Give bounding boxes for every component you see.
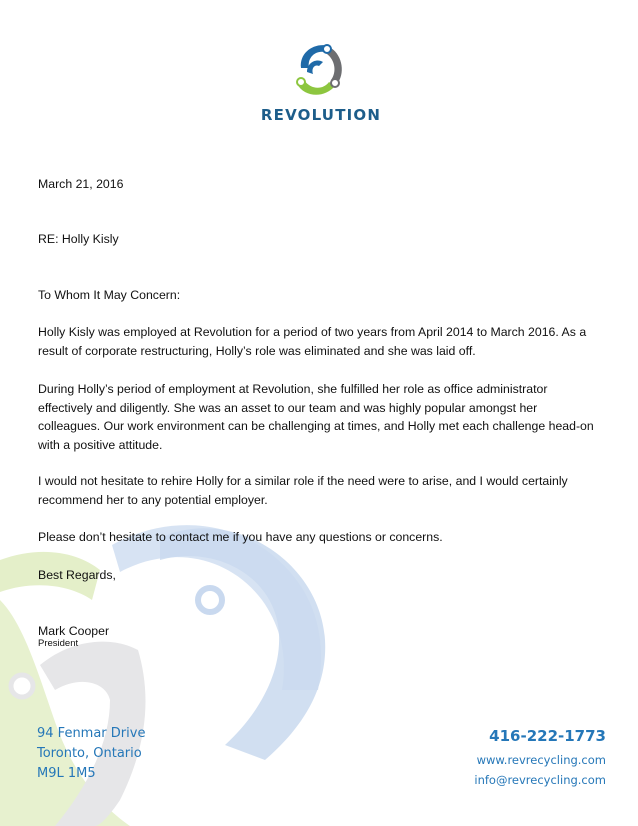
address-line: 94 Fenmar Drive: [37, 726, 146, 741]
logo-blue-inner: [307, 60, 323, 74]
address-line: Toronto, Ontario: [37, 746, 142, 761]
letter-paragraph: I would not hesitate to rehire Holly for a similar role if the need were to arise, and I would certainly recommend her to any potential employer.: [38, 474, 568, 507]
address-line: M9L 1M5: [37, 766, 96, 781]
letter-greeting: To Whom It May Concern:: [38, 288, 181, 303]
letter-closing: Best Regards,: [38, 568, 116, 583]
signer-title: President: [38, 637, 79, 649]
logo-dot-blue: [323, 45, 331, 53]
company-contact: [474, 726, 606, 790]
letter-date: March 21, 2016: [38, 177, 124, 192]
letter-paragraph: During Holly’s period of employment at Revolution, she fulfilled her role as office administrator effectively and diligently. She was an asset to our team and was highly popular amongst her colleagues. Our work environment can be challenging at times, and Holly met each challenge head-on with a positive attitude.: [38, 382, 594, 452]
revolution-logo-icon: [287, 38, 351, 102]
logo-dot-grey: [331, 79, 339, 87]
logo-wordmark: REVOLUTION: [260, 106, 382, 124]
logo-dot-green: [297, 78, 305, 86]
signer-name: Mark Cooper: [38, 624, 110, 639]
email-link[interactable]: info@revrecycling.com: [474, 773, 606, 787]
letter-paragraph: Holly Kisly was employed at Revolution for a period of two years from April 2014 to March 2016. As a result of corporate restructuring, Holly’s role was eliminated and she was laid off.: [38, 325, 587, 358]
website-link[interactable]: www.revrecycling.com: [476, 753, 606, 767]
letter-paragraph: Please don’t hesitate to contact me if you have any questions or concerns.: [38, 530, 443, 545]
letter-subject: RE: Holly Kisly: [38, 232, 119, 247]
phone-number: 416-222-1773: [489, 727, 606, 745]
watermark-dot-blue: [198, 588, 222, 612]
company-logo: [0, 38, 638, 124]
watermark-dot-grey: [11, 675, 33, 697]
company-address: [37, 724, 145, 784]
